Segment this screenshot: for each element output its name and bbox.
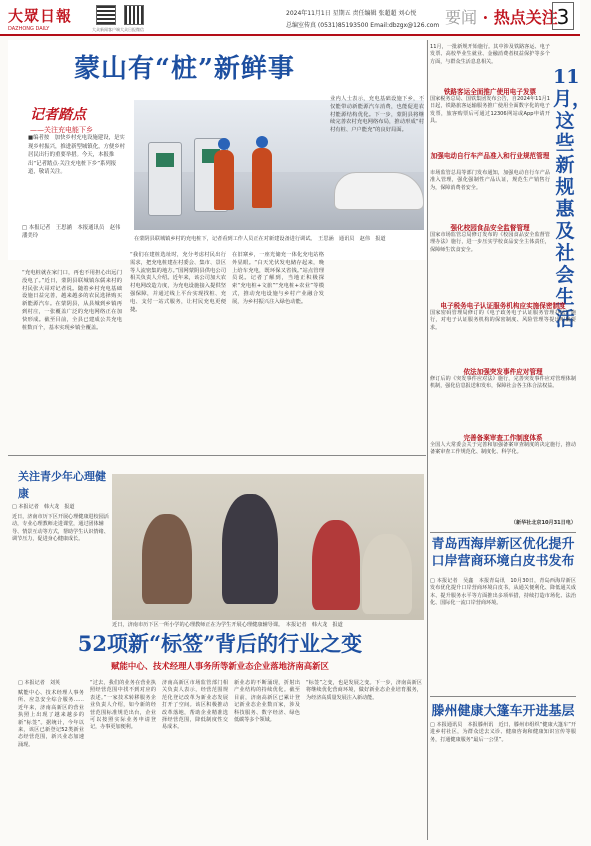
story52-headline: 52项新“标签”背后的行业之变 <box>77 631 363 656</box>
qr-label: 大众新闻客户端 <box>92 27 120 32</box>
banner-subtitle: ——关注充电能下乡 <box>30 126 93 134</box>
divider <box>430 532 576 533</box>
story3-text: □ 本报通讯员 本报滕州讯 近日，滕州市组织“健康大篷车”开进乡村社区，为群众送去义诊、健康咨询和健康知识宣传等服务，打通健康服务“最后一公里”。 <box>430 722 576 743</box>
lead-headline: 蒙山有“桩”新鲜事 <box>74 54 295 84</box>
lead-column-2: “我们在建桩选址时，充分考虑村民出行需求，把充电桩建在村委会、集市、景区等人流密集的地方。”国网蒙阴县供电公司相关负责人介绍。近年来，该公司加大农村电网改造力度，为充电设施接入提供坚强保障，并通过线上平台实现找桩、充电、支付一站式服务，让村民充电更便捷。 <box>130 252 226 313</box>
item-text: 修订后的《突发事件应对法》施行，完善突发事件应对管理体制机制，强化信息报送和发布，保障社会各主体合法权益。 <box>430 376 576 390</box>
story52-column-5: “标签”之变，也是发展之变。下一步，济南高新区将继续优化营商环境，做好新业态企业培育服务，为经济高质量发展注入新动能。 <box>306 680 422 701</box>
divider <box>8 455 426 456</box>
youth-text: 近日，济南市历下区开展心理健康进校园活动，专业心理教师走进课堂，通过团体辅导、情景互动等方式，帮助学生认识情绪、调节压力，促进身心健康成长。 <box>12 514 109 543</box>
newspaper-logo: 大眾日報 DAZHONG DAILY <box>8 7 73 32</box>
reporter-banner <box>30 104 116 134</box>
qr-label: 大众日报微信 <box>120 27 144 32</box>
story3-headline: 滕州健康大篷车开进基层 <box>431 704 575 719</box>
item-title: 依法加强突发事件应对管理 <box>463 368 543 376</box>
source-note: （新华社北京10月31日电） <box>510 520 576 526</box>
page-number: 3 <box>552 2 574 30</box>
item-title: 加强电动自行车产品准入和行业规范管理 <box>430 152 550 160</box>
lead-column-3: 在旧寨乡，一座光储充一体化充电站格外显眼。“白天光伏发电储存起来，晚上给车充电，既环保又省钱。”站点管理员说。记者了解到，当地正积极探索“充电桩+文旅”“充电桩+农业”等模式，推动充电设施与乡村产业融合发展，为乡村振兴注入绿色动能。 <box>232 252 324 305</box>
worker-figure <box>214 150 234 210</box>
divider <box>430 696 576 697</box>
item-text: 国家市场监管总局修订发布的《校园食品安全监督管理办法》施行，进一步压实学校食品安全主体责任，保障师生饮食安全。 <box>430 232 550 253</box>
dateline: 2024年11月1日 星期五 责任编辑 张超超 刘心悦 <box>286 10 417 17</box>
photo-caption: 在蒙阴县联城镇乡村的充电桩下，记者看到工作人员正在对新建设备进行调试。 王思涵 通讯员 赵伟 报道 <box>134 236 386 242</box>
lead-column-4: 业内人士表示，充电基础设施下乡，不仅能带动新能源汽车消费，也能促进农村能源结构优化。下一步，蒙阴县将继续完善农村充电网络布局，推动形成“村村有桩、户户能充”的良好局面。 <box>330 96 424 134</box>
story52-column-4: 新业态的不断涌现，折射出产业结构的持续优化。截至目前，济南高新区已累计登记新业态企业数百家，涉及科技服务、数字经济、绿色低碳等多个领域。 <box>234 680 300 724</box>
item-title: 完善备案审查工作制度体系 <box>463 434 543 442</box>
item-text: 全国人大常委会关于完善和加强备案审查制度的决定施行，推动备案审查工作规范化、制度化、科学化。 <box>430 442 576 456</box>
column-divider <box>427 40 428 840</box>
story2-headline: 青岛西海岸新区优化提升口岸营商环境白皮书发布 <box>431 537 575 569</box>
banner-title: 记者踏点 <box>30 107 86 123</box>
photo-caption: 近日，济南市历下区一所小学的心理教师正在为学生开展心理健康辅导课。 本报记者 韩大龙 报道 <box>112 622 343 628</box>
lead-byline: □ 本报记者 王思涵 本报通讯员 赵伟 潘美玲 <box>22 225 126 239</box>
worker-figure <box>252 148 272 208</box>
contact-line: 总编室传真 (0531)85193500 Email:dbzgx@126.com <box>286 22 440 29</box>
right-intro: 11月，一批新规开始施行。其中涉及铁路客运、电子发票、高校毕业生就业、金融消费者权益保护等多个方面，与群众生活息息相关。 <box>430 44 550 65</box>
charger-icon <box>148 142 182 216</box>
section-title: 要闻 · 热点关注 <box>445 8 558 27</box>
lead-column-1: “充电桩就在家门口，再也不用担心出远门没电了。”近日，蒙阴县联城镇东儒来村的村民张大哥对记者说。随着乡村充电基础设施日益完善，越来越多的农民选择购买新能源汽车。在蒙阴县，从县城到乡镇再到村庄，一张覆盖广泛的充电网络正在加快形成。截至目前，全县已建成公共充电桩数百个，基本实现乡镇全覆盖。 <box>22 270 122 331</box>
story52-column-2: “过去，我们的业务在营业执照经营范围中找不到对应的表述。”一家技术转移服务企业负责人介绍，如今新的经营范围标准规范出台，企业可以按照实际业务申请登记，办事更加便利。 <box>90 680 156 731</box>
story52-column-3: 济南高新区市场监管部门相关负责人表示，经营范围规范化登记改革为新业态发展打开了空间。该区积极推动改革落地，帮助企业精准选择经营范围，降低制度性交易成本。 <box>162 680 228 731</box>
classroom-photo <box>112 474 424 620</box>
youth-headline: 关注青少年心理健康 <box>18 470 106 500</box>
masthead <box>0 0 580 36</box>
item-title: 铁路客运全面推广使用电子发票 <box>443 88 537 96</box>
vertical-headline: 11月，这些新规惠及社会生活 <box>553 66 591 330</box>
youth-byline: □ 本报记者 韩大龙 报道 <box>12 504 75 510</box>
qr-code-icon <box>96 5 116 25</box>
story52-column-1: 赋能中心、技术经理人事务所、应急安全综合服务……近年来，济南高新区的营业执照上出现了越来越多的新“标签”。据统计，今年以来，该区已新登记52类新业态经营范围，新兴业态加速涌现。 <box>18 690 84 748</box>
item-text: 市场监管总局等部门发布通知，加强电动自行车产品准入管理，强化强制性产品认证，规范生产销售行为，保障消费者安全。 <box>430 170 550 191</box>
story2-text: □ 本报记者 吴鑫 本报青岛讯 10月30日，青岛西海岸新区发布优化提升口岸营商环境白皮书，从通关便利化、降低通关成本、提升服务水平等方面推出多项举措，持续打造市场化、法治化、国际化一流口岸营商环境。 <box>430 578 576 607</box>
item-text: 国家密码管理局修订的《电子政务电子认证服务管理办法》施行，对电子认证服务机构的保密制度、风险管理等提出明确要求。 <box>430 310 576 331</box>
item-title: 电子税务电子认证服务机构应实施保密制度 <box>440 302 566 310</box>
qr-code-icon <box>124 5 144 25</box>
story52-byline: □ 本报记者 刘英 <box>18 680 61 686</box>
item-title: 强化校园食品安全监督管理 <box>450 224 530 232</box>
item-text: 国家税务总局、国铁集团发布公告，自2024年11月1日起，铁路旅客运输服务推广使用全面数字化的电子发票，旅客购票后可通过12306网站或App申请开具。 <box>430 96 550 125</box>
editor-note: ■编者按 加快乡村充电设施建设，是实现乡村振兴，推进新型城镇化，方便乡村居民出行的重要举措。今天，本报推出“记者踏点·关注充电桩下乡”系列报道，敬请关注。 <box>28 135 126 176</box>
story52-subheadline: 赋能中心、技术经理人事务所等新业态企业落地济南高新区 <box>111 661 329 671</box>
